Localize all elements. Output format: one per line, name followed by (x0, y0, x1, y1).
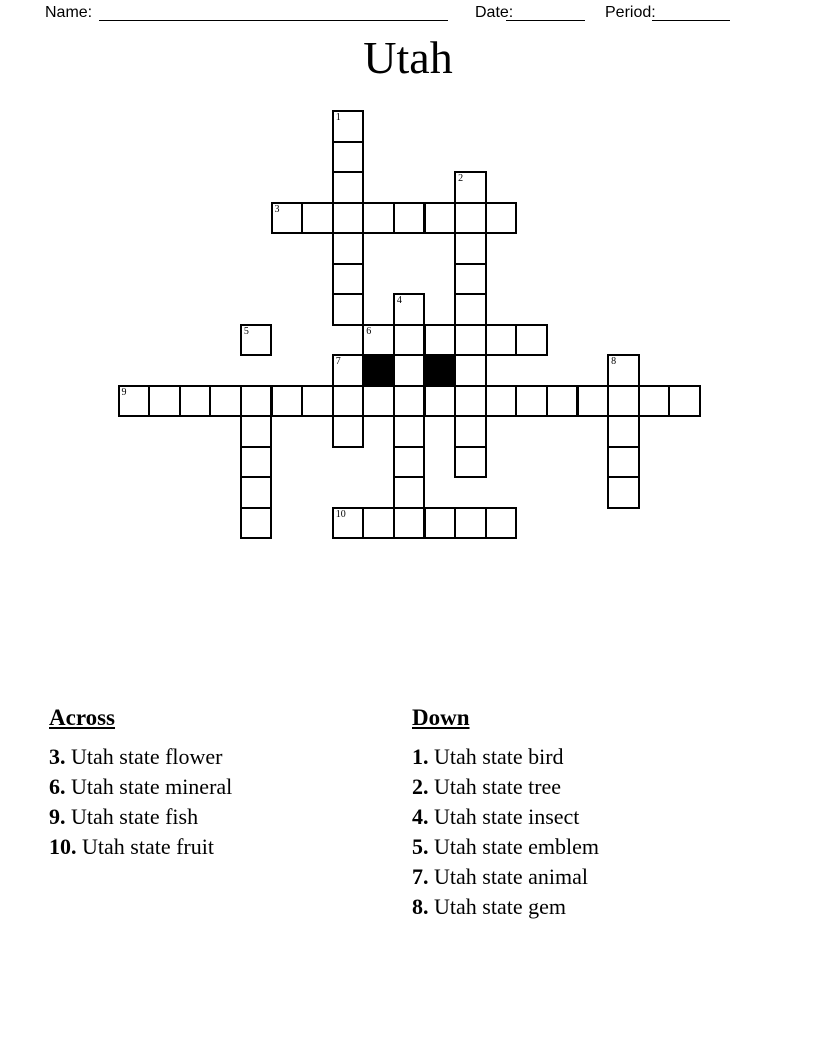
answer-cell[interactable] (332, 110, 365, 143)
date-label: Date: (475, 4, 514, 21)
clue-number-10: 10 (335, 508, 346, 520)
clue-item-text: Utah state mineral (65, 774, 233, 799)
answer-cell[interactable] (607, 446, 640, 479)
answer-cell[interactable] (271, 202, 304, 235)
answer-cell[interactable] (607, 415, 640, 448)
clue-item-number: 5. (412, 834, 429, 859)
clue-number-3: 3 (274, 203, 280, 215)
clue-item-text: Utah state gem (428, 894, 566, 919)
puzzle-title: Utah (363, 32, 453, 83)
down-clues-section (412, 704, 599, 922)
clue-item-number: 6. (49, 774, 66, 799)
answer-cell[interactable] (607, 354, 640, 387)
clue-number-1: 1 (335, 112, 341, 123)
clue-item-text: Utah state fruit (76, 834, 214, 859)
name-label: Name: (45, 4, 93, 21)
answer-cell[interactable] (577, 385, 610, 418)
down-clue-item (412, 772, 599, 802)
answer-cell[interactable] (454, 171, 487, 204)
down-clue-list (412, 742, 599, 922)
answer-cell[interactable] (179, 385, 212, 418)
answer-cell[interactable] (454, 415, 487, 448)
answer-cell[interactable] (332, 507, 365, 540)
answer-cell[interactable] (393, 507, 426, 540)
clue-item-text: Utah state flower (65, 744, 223, 769)
answer-cell[interactable] (393, 202, 426, 235)
answer-cell[interactable] (240, 324, 273, 357)
across-clue-item (49, 832, 232, 862)
answer-cell[interactable] (362, 385, 395, 418)
answer-cell[interactable] (240, 476, 273, 509)
answer-cell[interactable] (393, 293, 426, 326)
answer-cell[interactable] (454, 446, 487, 479)
answer-cell[interactable] (393, 476, 426, 509)
answer-cell[interactable] (515, 385, 548, 418)
answer-cell[interactable] (485, 324, 518, 357)
answer-cell[interactable] (485, 385, 518, 418)
down-clue-item (412, 802, 599, 832)
clue-number-5: 5 (243, 325, 249, 337)
down-clue-item (412, 892, 599, 922)
answer-cell[interactable] (332, 141, 365, 174)
clue-item-text: Utah state insect (428, 804, 580, 829)
answer-cell[interactable] (209, 385, 242, 418)
across-clue-item (49, 802, 232, 832)
across-clue-item (49, 742, 232, 772)
answer-cell[interactable] (393, 385, 426, 418)
black-cell (362, 354, 395, 387)
clue-number-6: 6 (366, 325, 372, 337)
clue-item-number: 7. (412, 864, 429, 889)
answer-cell[interactable] (301, 385, 334, 418)
answer-cell[interactable] (240, 507, 273, 540)
answer-cell[interactable] (454, 293, 487, 326)
answer-cell[interactable] (332, 202, 365, 235)
answer-cell[interactable] (607, 476, 640, 509)
answer-cell[interactable] (638, 385, 671, 418)
answer-cell[interactable] (362, 507, 395, 540)
answer-cell[interactable] (454, 324, 487, 357)
clue-item-text: Utah state animal (428, 864, 588, 889)
answer-cell[interactable] (454, 232, 487, 265)
clue-item-number: 4. (412, 804, 429, 829)
clue-item-number: 3. (49, 744, 66, 769)
clue-item-text: Utah state bird (428, 744, 564, 769)
answer-cell[interactable] (332, 171, 365, 204)
across-clue-item (49, 772, 232, 802)
answer-cell[interactable] (393, 446, 426, 479)
clue-item-text: Utah state emblem (428, 834, 599, 859)
clue-item-number: 1. (412, 744, 429, 769)
answer-cell[interactable] (240, 385, 273, 418)
clue-item-number: 8. (412, 894, 429, 919)
clue-item-number: 9. (49, 804, 66, 829)
answer-cell[interactable] (424, 324, 457, 357)
clue-number-2: 2 (458, 173, 464, 184)
answer-cell[interactable] (332, 263, 365, 296)
answer-cell[interactable] (393, 354, 426, 387)
answer-cell[interactable] (424, 202, 457, 235)
answer-cell[interactable] (393, 415, 426, 448)
answer-cell[interactable] (118, 385, 151, 418)
period-label: Period: (605, 4, 656, 21)
across-heading: Across (49, 705, 116, 730)
clue-item-number: 2. (412, 774, 429, 799)
answer-cell[interactable] (454, 507, 487, 540)
clue-number-9: 9 (121, 386, 127, 398)
answer-cell[interactable] (362, 202, 395, 235)
answer-cell[interactable] (454, 354, 487, 387)
clue-number-7: 7 (335, 356, 341, 367)
clue-item-text: Utah state fish (65, 804, 199, 829)
answer-cell[interactable] (148, 385, 181, 418)
across-clues-section (49, 704, 232, 862)
black-cell (424, 354, 457, 387)
answer-cell[interactable] (607, 385, 640, 418)
across-clue-list (49, 742, 232, 862)
answer-cell[interactable] (301, 202, 334, 235)
clue-item-number: 10. (49, 834, 77, 859)
answer-cell[interactable] (240, 446, 273, 479)
answer-cell[interactable] (393, 324, 426, 357)
answer-cell[interactable] (332, 293, 365, 326)
down-clue-item (412, 862, 599, 892)
answer-cell[interactable] (240, 415, 273, 448)
answer-cell[interactable] (271, 385, 304, 418)
answer-cell[interactable] (485, 507, 518, 540)
down-heading: Down (412, 705, 470, 730)
answer-cell[interactable] (485, 202, 518, 235)
answer-cell[interactable] (424, 385, 457, 418)
answer-cell[interactable] (668, 385, 701, 418)
answer-cell[interactable] (454, 263, 487, 296)
answer-cell[interactable] (362, 324, 395, 357)
down-clue-item (412, 832, 599, 862)
answer-cell[interactable] (515, 324, 548, 357)
answer-cell[interactable] (546, 385, 579, 418)
answer-cell[interactable] (454, 385, 487, 418)
answer-cell[interactable] (424, 507, 457, 540)
answer-cell[interactable] (332, 232, 365, 265)
clue-number-4: 4 (396, 295, 402, 306)
answer-cell[interactable] (332, 354, 365, 387)
down-clue-item (412, 742, 599, 772)
answer-cell[interactable] (454, 202, 487, 235)
clue-item-text: Utah state tree (428, 774, 562, 799)
answer-cell[interactable] (332, 415, 365, 448)
answer-cell[interactable] (332, 385, 365, 418)
clue-number-8: 8 (611, 356, 617, 367)
